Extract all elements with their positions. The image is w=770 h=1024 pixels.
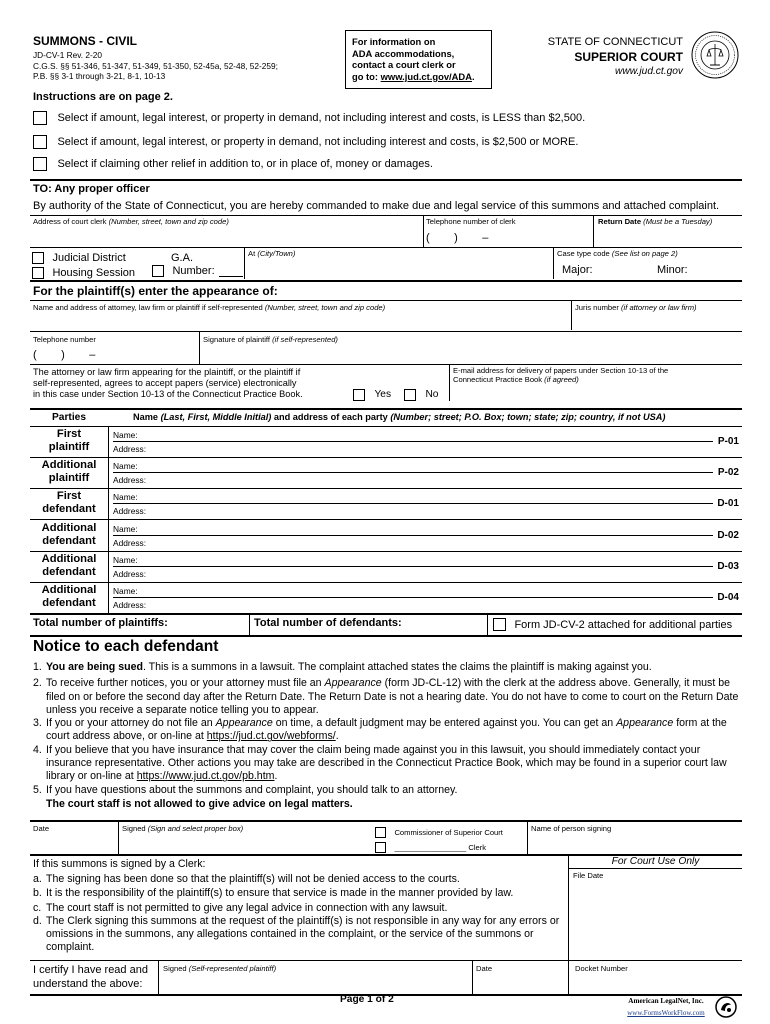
party-row xyxy=(30,582,742,613)
party-address-label: Address: xyxy=(113,506,147,517)
person-signing-label: Name of person signing xyxy=(531,824,612,833)
notice-list xyxy=(33,661,739,811)
col-header-name-hint: (Last, First, Middle Initial) xyxy=(160,412,272,422)
certify-label xyxy=(33,964,148,991)
electronic-consent-text xyxy=(33,367,303,400)
ada-line-3: contact a court clerk or xyxy=(352,59,456,70)
case-type-label-text: Case type code xyxy=(557,249,610,258)
other-relief-checkbox[interactable] xyxy=(33,157,47,171)
clerk-label: _________________ Clerk xyxy=(394,843,487,853)
clerk-address-label-text: Address of court clerk xyxy=(33,217,107,226)
self-rep-signed-hint: (Self-represented plaintiff) xyxy=(188,964,277,973)
docket-number-label: Docket Number xyxy=(575,964,628,973)
party-code: D-02 xyxy=(717,529,739,541)
plaintiff-signature-label xyxy=(203,335,338,344)
amount-less-checkbox[interactable] xyxy=(33,111,47,125)
party-label-line-2: plaintiff xyxy=(48,441,90,453)
party-row xyxy=(30,426,742,457)
party-label-line-2: defendant xyxy=(42,534,96,547)
consent-yes-option[interactable] xyxy=(353,386,391,404)
self-rep-signed-text: Signed xyxy=(163,964,189,973)
notice-item-4-b: . xyxy=(274,770,278,783)
instructions-note: Instructions are on page 2. xyxy=(33,91,173,103)
webforms-link[interactable]: https://jud.ct.gov/webforms/ xyxy=(206,730,336,743)
additional-parties-label: Form JD-CV-2 attached for additional parties xyxy=(514,618,733,631)
clerk-phone-label: Telephone number of clerk xyxy=(426,217,516,226)
appearance-heading: For the plaintiff(s) enter the appearance of: xyxy=(33,284,278,298)
additional-parties-checkbox[interactable] xyxy=(493,618,506,631)
statutes-line-1: C.G.S. §§ 51-346, 51-347, 51-349, 51-350, 52-45a, 52-48, 52-259; xyxy=(33,61,278,71)
sign-date-label: Date xyxy=(33,824,50,833)
party-label xyxy=(30,459,108,485)
juris-label-text: Juris number xyxy=(575,303,619,312)
housing-session-label: Housing Session xyxy=(52,266,136,279)
total-plaintiffs-label: Total number of plaintiffs: xyxy=(33,617,168,629)
certify-line-2: understand the above: xyxy=(33,977,143,990)
ada-link[interactable]: www.jud.ct.gov/ADA xyxy=(380,70,472,82)
col-header-name: Name xyxy=(133,412,161,422)
party-label-line-1: Additional xyxy=(41,552,97,565)
attorney-name-label xyxy=(33,303,385,312)
other-relief-option[interactable] xyxy=(33,155,433,173)
clerk-note-c-text: The court staff is not permitted to give any legal advice in connection with any lawsuit. xyxy=(46,901,448,914)
party-name-label: Name: xyxy=(113,554,138,565)
amount-less-label: Select if amount, legal interest, or property in demand, not including interest and costs, is LESS than $2,500. xyxy=(57,111,586,124)
attorney-name-hint: (Number, street, town and zip code) xyxy=(264,303,386,312)
party-name-label: Name: xyxy=(113,461,138,472)
certify-date-label: Date xyxy=(476,964,493,973)
notice-item-3-a: If you or your attorney do not file an xyxy=(46,717,216,730)
case-type-label xyxy=(557,249,678,258)
party-address-field[interactable] xyxy=(158,473,713,487)
party-label-line-1: Additional xyxy=(41,521,97,534)
notice-item-2-a: To receive further notices, you or your attorney must file an xyxy=(46,677,325,690)
party-name-field[interactable] xyxy=(148,489,713,502)
publisher-logo-icon xyxy=(714,996,738,1018)
party-label-line-2: plaintiff xyxy=(48,472,90,485)
ga-checkbox[interactable] xyxy=(152,265,164,277)
ga-number-label: Number: xyxy=(172,264,215,277)
file-date-label: File Date xyxy=(573,871,604,880)
party-name-field[interactable] xyxy=(148,583,713,596)
notice-item-4-a: If you believe that you have insurance that may cover the claim being made against you in this lawsuit, you should immediately contact your insurance representative. Other actions you may take are described in the Connecticut Practice Book, which may be found in a superior court law library or on-line at xyxy=(46,743,727,783)
plaintiff-phone-field[interactable]: ( ) – xyxy=(33,349,96,361)
notice-item-2: 2. To receive further notices, you or your attorney must file an Appearance (form JD-CL-12) with the clerk at the address above. Generally, it must be filed on or before the second day after the Return Date. The Return Date is not a hearing date. You do not have to come to court on the Return Date unless you receive a separate notice telling you to appear. xyxy=(33,677,739,716)
minor-label: Minor: xyxy=(657,264,688,276)
clerk-note-b-text: It is the responsibility of the plaintiff(s) to ensure that service is made in the manner provided by law. xyxy=(46,887,514,900)
state-seal-icon xyxy=(690,28,740,82)
housing-session-checkbox[interactable] xyxy=(32,267,44,279)
notice-item-3: 3. If you or your attorney do not file an Appearance on time, a default judgment may be entered against you. You can get an Appearance form at the court address above, or on-line at https://jud.ct.gov/webforms/. xyxy=(33,717,727,743)
other-relief-label: Select if claiming other relief in addition to, or in place of, money or damages. xyxy=(57,157,433,170)
party-name-field[interactable] xyxy=(148,521,713,534)
party-name-label: Name: xyxy=(113,492,138,503)
consent-no-option[interactable] xyxy=(404,386,438,404)
publisher-link[interactable]: www.FormsWorkFlow.com xyxy=(627,1009,705,1017)
self-rep-signature-label xyxy=(163,964,276,973)
party-name-field[interactable] xyxy=(148,427,713,440)
clerk-checkbox[interactable] xyxy=(375,842,386,853)
juris-number-label xyxy=(575,303,697,312)
signed-hint: (Sign and select proper box) xyxy=(147,824,244,833)
consent-yes-checkbox[interactable] xyxy=(353,389,365,401)
amount-more-option[interactable] xyxy=(33,133,578,151)
parties-column-header: Parties xyxy=(52,412,86,423)
notice-item-4: 4. If you believe that you have insurance that may cover the claim being made against you in this lawsuit, you should immediately contact your insurance representative. Other actions you may take are described in the Connecticut Practice Book, which may be found in a superior court law library or on-line at https://www.jud.ct.gov/pb.htm. xyxy=(33,743,727,783)
party-address-label: Address: xyxy=(113,599,147,610)
plaintiff-phone-label: Telephone number xyxy=(33,335,96,344)
clerk-note-c: c. The court staff is not permitted to give any legal advice in connection with any lawsuit. xyxy=(33,901,448,914)
party-address-label: Address: xyxy=(113,444,147,454)
return-date-field[interactable] xyxy=(596,229,742,247)
party-label xyxy=(30,490,108,516)
notice-heading: Notice to each defendant xyxy=(33,638,219,655)
clerk-address-label xyxy=(33,217,229,226)
return-date-label-text: Return Date xyxy=(598,217,642,226)
ada-period: . xyxy=(471,70,475,82)
clerk-address-hint: (Number, street, town and zip code) xyxy=(108,217,229,226)
party-details-column-header xyxy=(133,412,665,422)
ada-line-1: For information on xyxy=(352,36,436,47)
consent-line-2: self-represented, agrees to accept papers (service) electronically xyxy=(33,378,297,388)
at-hint: (City/Town) xyxy=(257,249,296,258)
email-line-2-hint: (if agreed) xyxy=(544,375,579,384)
notice-item-1: 1. You are being sued. This is a summons in a lawsuit. The complaint attached states the claims the plaintiff is making against you. xyxy=(33,661,652,673)
party-address-label: Address: xyxy=(113,537,147,548)
party-label xyxy=(30,428,108,454)
party-code: D-04 xyxy=(717,591,739,603)
signed-label-text: Signed xyxy=(122,824,148,833)
notice-item-2-b: (form JD-CL-12) with the clerk at the address above. Generally, it must be filed on or before the second day after the Return Date. The Return Date is not a hearing date. You do not have to come to court on the Return Date unless you receive a separate notice telling you to appear. xyxy=(46,677,739,716)
party-label-line-2: defendant xyxy=(42,565,96,578)
party-label xyxy=(30,522,108,548)
notice-item-1-bold: You are being sued xyxy=(46,661,143,673)
notice-item-3-appearance-2: Appearance xyxy=(616,717,674,730)
case-type-hint: (See list on page 2) xyxy=(611,249,678,258)
judicial-district-label: Judicial District xyxy=(52,251,126,264)
staff-advice-note: The court staff is not allowed to give advice on legal matters. xyxy=(46,797,353,810)
at-label: At xyxy=(248,249,256,258)
party-label-line-1: First xyxy=(56,428,82,440)
court-website: www.jud.ct.gov xyxy=(615,66,683,77)
party-name-label: Name: xyxy=(113,430,138,440)
email-line-2 xyxy=(453,375,668,384)
party-address-field[interactable] xyxy=(158,598,713,612)
party-name-label: Name: xyxy=(113,585,138,596)
clerk-note-a: a. The signing has been done so that the plaintiff(s) will not be denied access to the courts. xyxy=(33,872,460,885)
party-row xyxy=(30,520,742,551)
party-address-field[interactable] xyxy=(158,536,713,550)
email-line-2-text: Connecticut Practice Book xyxy=(453,375,545,384)
consent-line-3: in this case under Section 10-13 of the Connecticut Practice Book. xyxy=(33,389,303,399)
party-address-label: Address: xyxy=(113,568,147,579)
plaintiff-signature-hint: (if self-represented) xyxy=(272,335,338,344)
form-number: JD-CV-1 Rev. 2-20 xyxy=(33,50,103,60)
juris-hint: (if attorney or law firm) xyxy=(621,303,697,312)
clerk-note-d-text: The Clerk signing this summons at the request of the plaintiff(s) is not responsible in any way for any errors or omissions in the summons, any allegations contained in the complaint, or the service of the summons or complaint. xyxy=(46,915,560,953)
to-officer-text: By authority of the State of Connecticut, you are hereby commanded to make due and legal service of this summons and attached complaint. xyxy=(33,200,720,212)
party-code: D-01 xyxy=(717,498,739,510)
clerk-signing-notes xyxy=(33,857,563,954)
notice-item-3-d: . xyxy=(335,730,339,743)
party-name-field[interactable] xyxy=(148,458,713,471)
amount-more-checkbox[interactable] xyxy=(33,135,47,149)
party-label xyxy=(30,553,108,579)
clerk-phone-field[interactable]: ( ) – xyxy=(426,232,489,244)
to-officer-heading: TO: Any proper officer xyxy=(33,183,150,195)
notice-item-3-b: on time, a default judgment may be entered against you. You can get an xyxy=(272,717,617,730)
party-label-line-2: defendant xyxy=(42,503,96,516)
party-name-label: Name: xyxy=(113,523,138,534)
ada-line-4 xyxy=(352,71,491,83)
ada-go-to: go to: xyxy=(352,70,381,82)
notice-item-5: 5. If you have questions about the summons and complaint, you should talk to an attorney. xyxy=(33,783,458,796)
email-line-1: E-mail address for delivery of papers under Section 10-13 of the xyxy=(453,366,669,375)
court-use-only-label: For Court Use Only xyxy=(611,856,700,867)
party-label-line-2: defendant xyxy=(42,596,96,609)
amount-more-label: Select if amount, legal interest, or property in demand, not including interest and costs, is $2,500 or MORE. xyxy=(57,135,579,148)
consent-line-1: The attorney or law firm appearing for the plaintiff, or the plaintiff if xyxy=(33,367,301,377)
party-address-field[interactable] xyxy=(158,504,713,518)
email-delivery-label xyxy=(453,366,668,384)
party-code: D-03 xyxy=(717,560,739,572)
page-number: Page 1 of 2 xyxy=(340,994,394,1005)
at-town-label xyxy=(248,249,295,258)
notice-item-3-appearance: Appearance xyxy=(215,717,273,730)
clerk-note-a-text: The signing has been done so that the plaintiff(s) will not be denied access to the courts. xyxy=(46,872,460,885)
party-address-label: Address: xyxy=(113,475,147,486)
return-date-label xyxy=(598,217,712,226)
commissioner-label: Commissioner of Superior Court xyxy=(394,828,503,838)
ga-label: G.A. xyxy=(171,252,194,264)
party-label-line-1: First xyxy=(56,490,82,503)
ga-option[interactable] xyxy=(152,262,215,280)
court-name: SUPERIOR COURT xyxy=(574,50,683,64)
notice-item-2-appearance: Appearance xyxy=(324,677,382,690)
party-label-line-1: Additional xyxy=(41,459,97,472)
party-address-field[interactable] xyxy=(158,567,713,581)
additional-parties-option[interactable] xyxy=(493,616,732,634)
party-code: P-01 xyxy=(717,436,739,447)
party-row xyxy=(30,551,742,582)
state-name: STATE OF CONNECTICUT xyxy=(547,36,683,48)
practice-book-link[interactable]: https://www.jud.ct.gov/pb.htm xyxy=(136,770,275,783)
ada-box xyxy=(345,30,492,89)
clerk-intro: If this summons is signed by a Clerk: xyxy=(33,858,206,870)
certify-line-1: I certify I have read and xyxy=(33,964,148,976)
notice-item-5-text: If you have questions about the summons and complaint, you should talk to an attorney. xyxy=(46,783,458,796)
col-header-address: and address of each party xyxy=(271,412,391,422)
consent-no-checkbox[interactable] xyxy=(404,389,416,401)
plaintiff-signature-text: Signature of plaintiff xyxy=(203,335,270,344)
commissioner-checkbox[interactable] xyxy=(375,827,386,838)
total-defendants-label: Total number of defendants: xyxy=(254,617,402,629)
notice-item-3-c: form at the court address above, or on-line at xyxy=(46,717,727,743)
attorney-name-label-text: Name and address of attorney, law firm or plaintiff if self-represented xyxy=(33,303,263,312)
publisher-block xyxy=(620,996,712,1018)
clerk-note-b: b. It is the responsibility of the plaintiff(s) to ensure that service is made in the manner provided by law. xyxy=(33,887,514,900)
major-label: Major: xyxy=(562,264,593,276)
amount-less-option[interactable] xyxy=(33,109,585,127)
party-row xyxy=(30,457,742,488)
notice-item-1-text: . This is a summons in a lawsuit. The complaint attached states the claims the plaintiff is making against you. xyxy=(142,661,652,673)
clerk-note-d: d. The Clerk signing this summons at the request of the plaintiff(s) is not responsible in any way for any errors or omissions in the summons, any allegations contained in the complaint, or the service of the summons or complaint. xyxy=(33,915,560,953)
party-code: P-02 xyxy=(717,467,739,479)
ada-line-2: ADA accommodations, xyxy=(352,47,455,59)
party-row xyxy=(30,488,742,519)
consent-yes-label: Yes xyxy=(374,389,392,401)
party-name-field[interactable] xyxy=(148,552,713,565)
statutes-line-2: P.B. §§ 3-1 through 3-21, 8-1, 10-13 xyxy=(33,71,166,81)
col-header-address-hint: (Number; street; P.O. Box; town; state; zip; country, if not USA) xyxy=(390,412,666,422)
party-label xyxy=(30,584,108,610)
party-address-field[interactable] xyxy=(158,442,713,456)
return-date-hint: (Must be a Tuesday) xyxy=(643,217,713,226)
signed-label xyxy=(122,824,243,833)
consent-no-label: No xyxy=(425,389,439,401)
judicial-district-checkbox[interactable] xyxy=(32,252,44,264)
form-title: SUMMONS - CIVIL xyxy=(33,34,137,48)
publisher-name: American LegalNet, Inc. xyxy=(628,997,704,1005)
party-label-line-1: Additional xyxy=(41,583,97,596)
